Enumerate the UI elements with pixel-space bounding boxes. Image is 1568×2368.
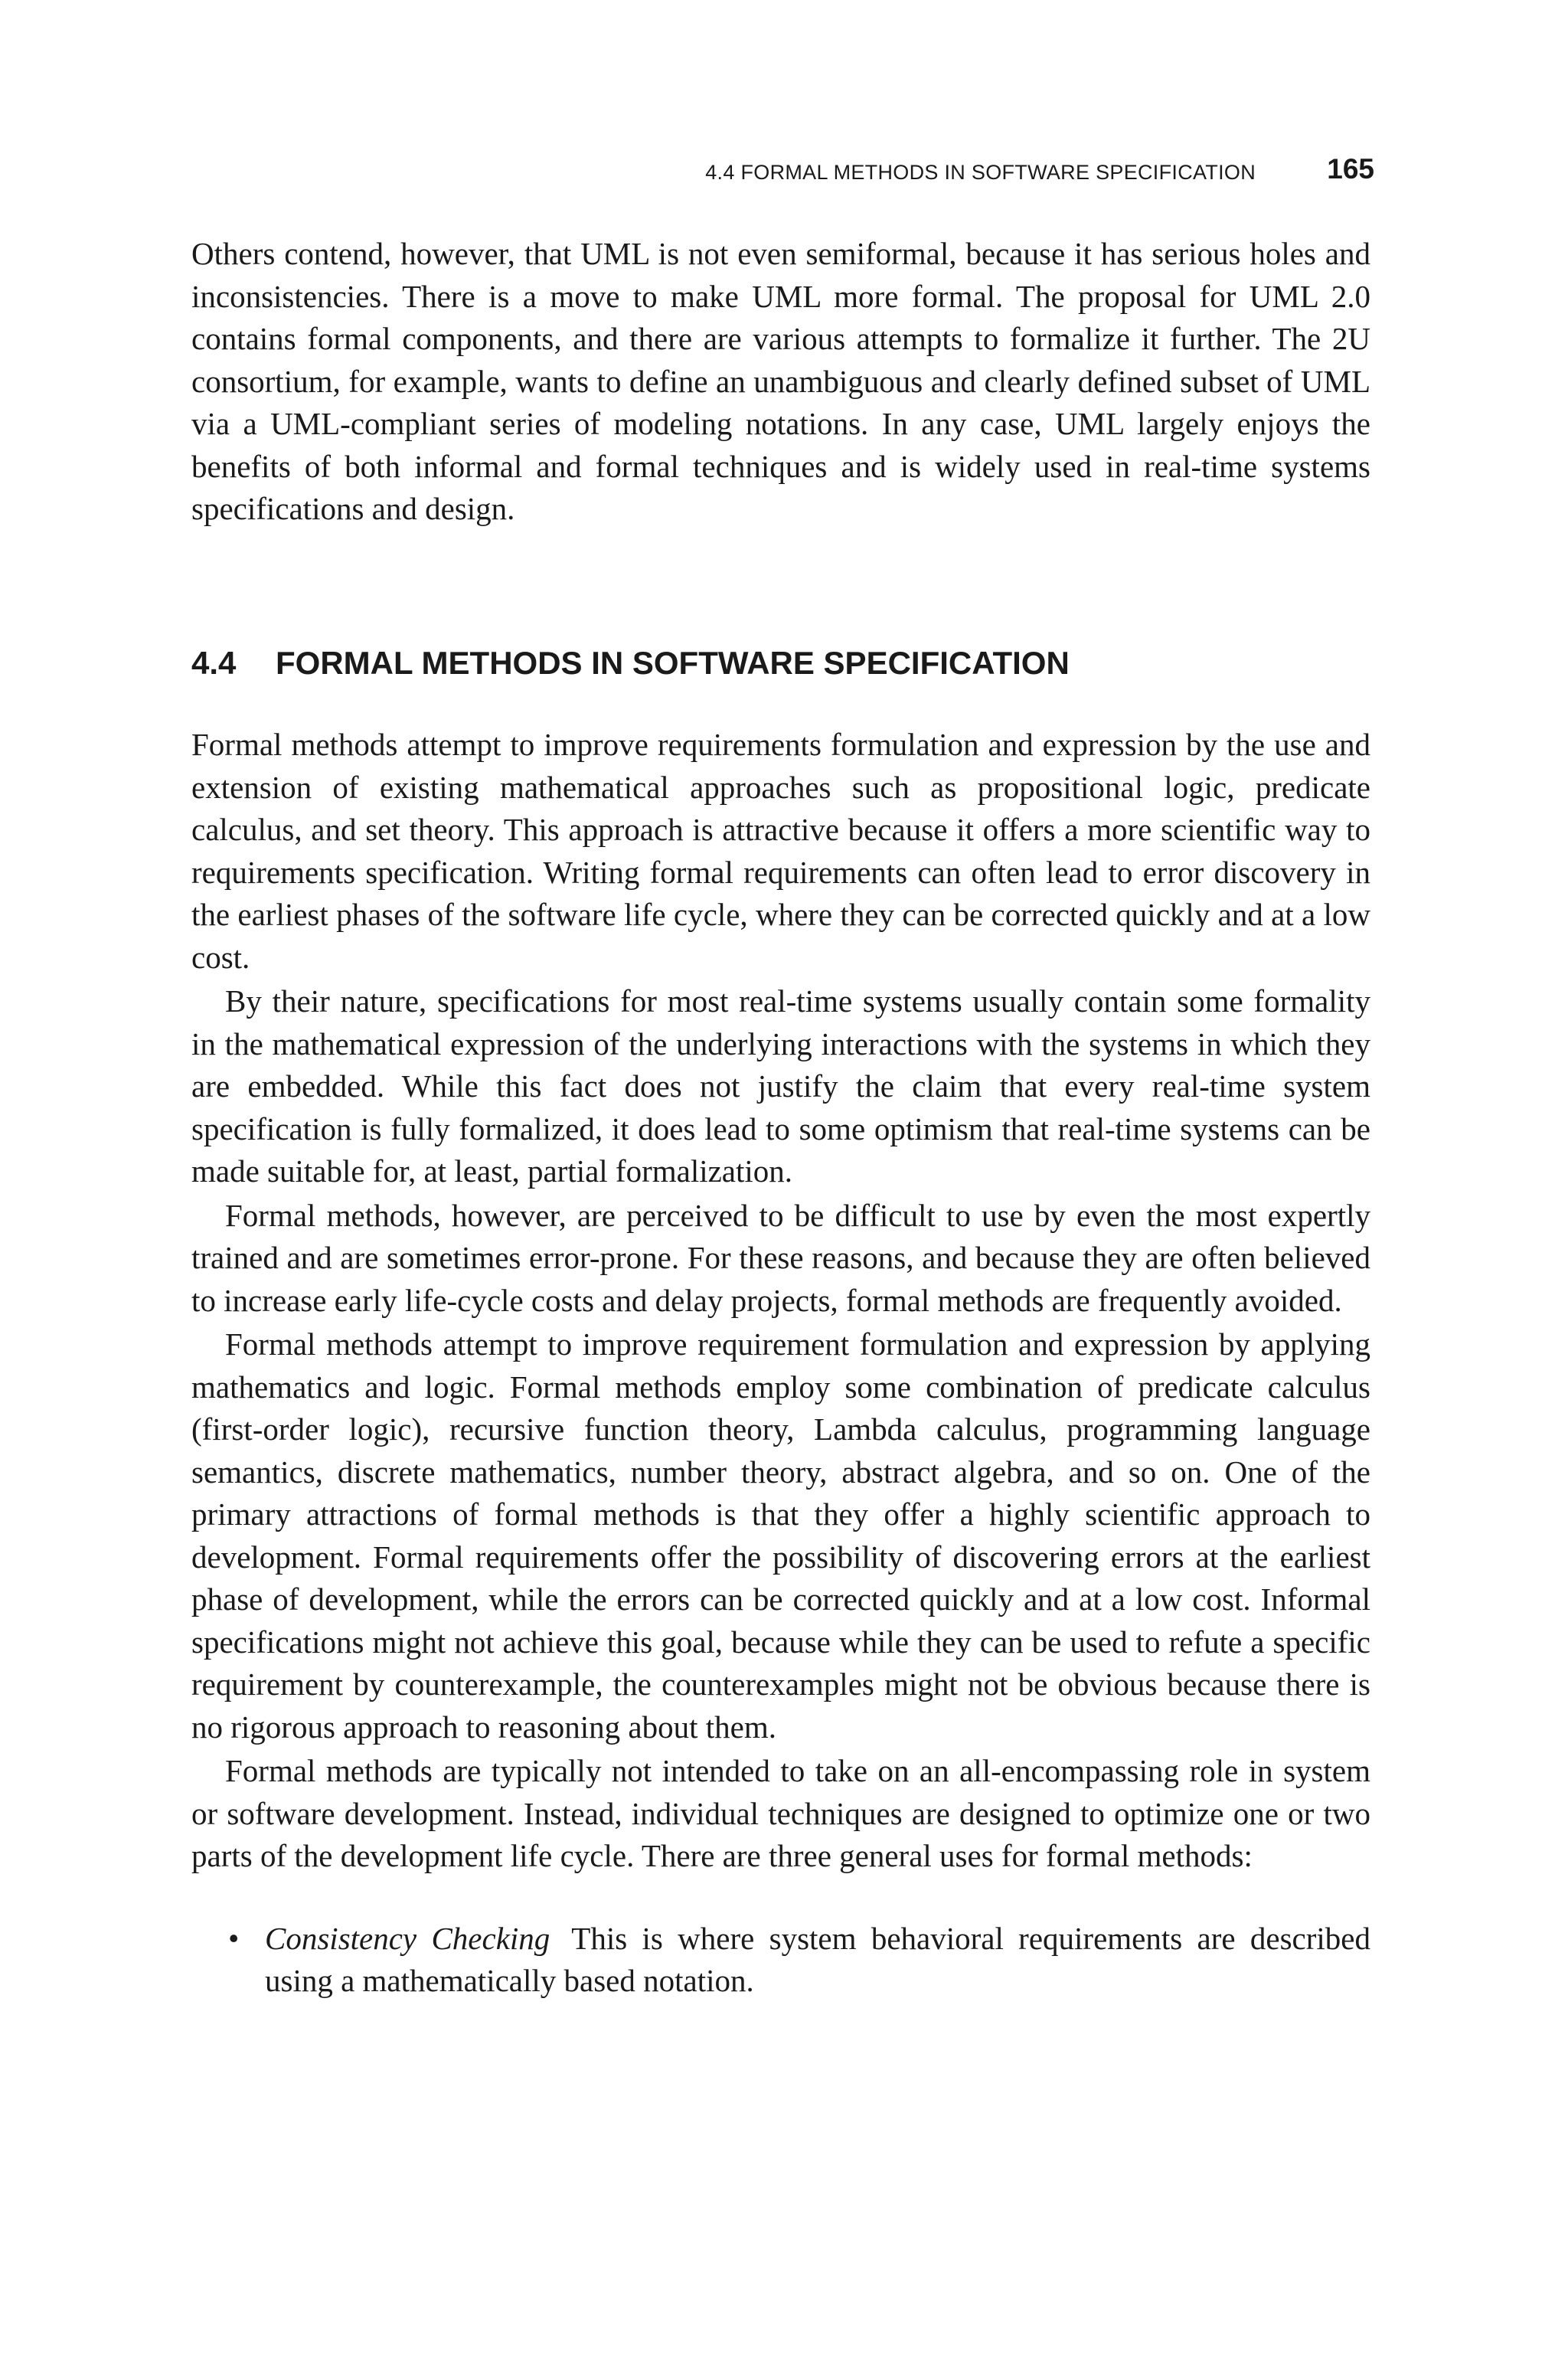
- bullet-list: [191, 1918, 1370, 2003]
- paragraph: Formal methods are typically not intended to take on an all-encompassing role in system or software development. Instead, individual techniques are designed to optimize one or two parts of the development life cycle. There are three general uses for formal methods:: [191, 1753, 1370, 1873]
- running-head-title: 4.4 FORMAL METHODS IN SOFTWARE SPECIFICATION: [705, 161, 1256, 184]
- paragraph: Formal methods, however, are perceived to be difficult to use by even the most expertly trained and are sometimes error-prone. For these reasons, and because they are often believed to increase early life-cycle costs and delay projects, formal methods are frequently avoided.: [191, 1197, 1370, 1318]
- continued-paragraph: Others contend, however, that UML is not even semiformal, because it has serious holes and inconsistencies. There is a move to make UML more formal. The proposal for UML 2.0 contains formal components, and there are various attempts to formalize it further. The 2U consortium, for example, wants to define an unambiguous and clearly defined subset of UML via a UML-compliant series of modeling notations. In any case, UML largely enjoys the benefits of both informal and formal techniques and is widely used in real-time systems specifications and design.: [191, 236, 1370, 526]
- page-number: 165: [1327, 153, 1374, 185]
- paragraph: By their nature, specifications for most real-time systems usually contain some formality in the mathematical expression of the underlying interactions with the systems in which they are embedded. While this fact does not justify the claim that every real-time system specification is fully formalized, it does lead to some optimism that real-time systems can be made suitable for, at least, partial formalization.: [191, 983, 1370, 1189]
- bullet-term: Consistency Checking: [265, 1920, 550, 1956]
- section-body: [191, 724, 1370, 2003]
- list-item: [191, 1918, 1370, 2003]
- paragraph: Formal methods attempt to improve requirements formulation and expression by the use and extension of existing mathematical approaches such as propositional logic, predicate calculus, and set theory. This approach is attractive because it offers a more scientific way to requirements specification. Writing formal requirements can often lead to error discovery in the earliest phases of the software life cycle, where they can be corrected quickly and at a low cost.: [191, 727, 1370, 975]
- running-head: [191, 153, 1374, 187]
- paragraph: Formal methods attempt to improve requirement formulation and expression by applying mathematics and logic. Formal methods employ some combination of predicate calculus (first-order logic), recursive function theory, Lambda calculus, programming language semantics, discrete mathematics, number theory, abstract algebra, and so on. One of the primary attractions of formal methods is that they offer a highly scientific approach to development. Formal requirements offer the possibility of discovering errors at the earliest phase of development, while the errors can be corrected quickly and at a low cost. Informal specifications might not achieve this goal, because while they can be used to refute a specific requirement by counterexample, the counterexamples might not be obvious because there is no rigorous approach to reasoning about them.: [191, 1326, 1370, 1745]
- section-title: FORMAL METHODS IN SOFTWARE SPECIFICATION: [276, 645, 1070, 681]
- section-heading: [191, 645, 1370, 682]
- section-number: 4.4: [191, 645, 237, 681]
- bullet-marker: •: [228, 1920, 240, 1956]
- bullet-text: This is where system behavioral requirements are described using a mathematically based notation.: [265, 1920, 1370, 1998]
